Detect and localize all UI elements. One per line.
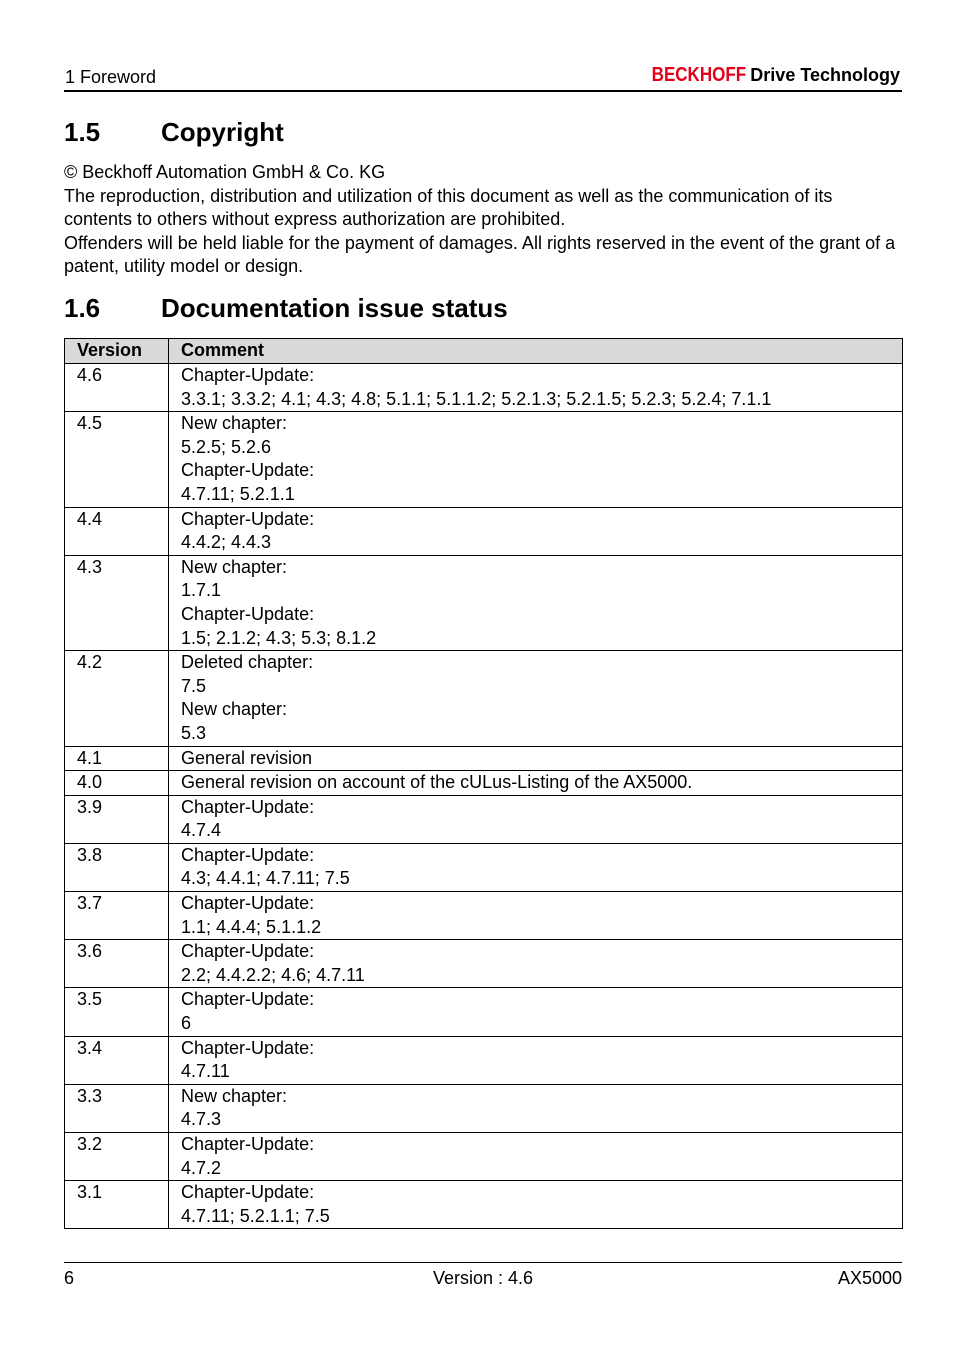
page-header <box>64 64 902 92</box>
comment-cell <box>169 892 903 940</box>
table-row <box>65 1181 903 1229</box>
comment-line: 3.3.1; 3.3.2; 4.1; 4.3; 4.8; 5.1.1; 5.1.1.2; 5.2.1.3; 5.2.1.5; 5.2.3; 5.2.4; 7.1.1 <box>181 388 772 409</box>
table-row <box>65 795 903 843</box>
version-cell: 4.0 <box>65 771 169 796</box>
comment-cell <box>169 940 903 988</box>
comment-line: General revision on account of the cULus-Listing of the AX5000. <box>181 772 693 793</box>
issue-status-table <box>64 338 903 1229</box>
version-cell: 3.7 <box>65 892 169 940</box>
version-cell: 3.4 <box>65 1036 169 1084</box>
comment-cell <box>169 1036 903 1084</box>
comment-cell <box>169 988 903 1036</box>
product-name: AX5000 <box>837 1268 902 1288</box>
version-cell: 4.2 <box>65 651 169 746</box>
comment-line: 4.7.11 <box>181 1061 230 1082</box>
comment-column-header: Comment <box>169 339 903 364</box>
page-number: 6 <box>64 1268 75 1288</box>
comment-line: Chapter-Update: <box>181 603 315 624</box>
comment-line: 4.4.2; 4.4.3 <box>181 532 272 553</box>
beckhoff-logo: BECKHOFF <box>651 64 747 86</box>
header-section-title: 1 Foreword <box>65 67 157 87</box>
comment-cell <box>169 651 903 746</box>
copyright-heading <box>64 117 284 148</box>
comment-line: 4.7.4 <box>181 820 222 841</box>
comment-line: Chapter-Update: <box>181 844 315 865</box>
comment-line: Chapter-Update: <box>181 365 315 385</box>
table-row <box>65 1133 903 1181</box>
comment-cell <box>169 1181 903 1229</box>
table-row <box>65 746 903 771</box>
table-row <box>65 843 903 891</box>
comment-cell <box>169 843 903 891</box>
copyright-text <box>64 161 904 279</box>
brand-tagline: Drive Technology <box>750 65 900 85</box>
table-row <box>65 555 903 650</box>
table-row <box>65 892 903 940</box>
table-row <box>65 412 903 507</box>
comment-line: New chapter: <box>181 556 288 577</box>
table-row <box>65 1036 903 1084</box>
table-row <box>65 507 903 555</box>
comment-cell <box>169 507 903 555</box>
version-cell: 3.2 <box>65 1133 169 1181</box>
version-column-header: Version <box>65 339 169 364</box>
page-footer <box>64 1262 902 1293</box>
table-row <box>65 988 903 1036</box>
comment-line: Chapter-Update: <box>181 508 315 529</box>
version-cell: 3.6 <box>65 940 169 988</box>
comment-line: Deleted chapter: <box>181 652 314 673</box>
table-row <box>65 651 903 746</box>
comment-cell <box>169 1133 903 1181</box>
comment-line: 5.2.5; 5.2.6 <box>181 436 272 457</box>
version-cell: 4.3 <box>65 555 169 650</box>
comment-line: General revision <box>181 747 313 768</box>
version-cell: 3.3 <box>65 1084 169 1132</box>
comment-line: 4.3; 4.4.1; 4.7.11; 7.5 <box>181 868 350 889</box>
comment-line: 5.3 <box>181 722 207 743</box>
comment-line: New chapter: <box>181 699 288 720</box>
comment-line: Chapter-Update: <box>181 1134 315 1154</box>
comment-line: New chapter: <box>181 1085 288 1106</box>
table-body <box>65 364 903 1229</box>
comment-line: 1.7.1 <box>181 580 222 601</box>
version-cell: 3.1 <box>65 1181 169 1229</box>
comment-cell <box>169 555 903 650</box>
comment-line: 4.7.2 <box>181 1157 222 1178</box>
copyright-heading-title: Copyright <box>161 117 284 147</box>
comment-line: 2.2; 4.4.2.2; 4.6; 4.7.11 <box>181 964 365 985</box>
comment-cell <box>169 1084 903 1132</box>
comment-line: Chapter-Update: <box>181 893 315 914</box>
comment-line: Chapter-Update: <box>181 1182 315 1203</box>
version-cell: 4.5 <box>65 412 169 507</box>
comment-line: Chapter-Update: <box>181 460 315 481</box>
comment-cell <box>169 771 903 796</box>
version-cell: 3.5 <box>65 988 169 1036</box>
status-heading-number: 1.6 <box>64 293 101 323</box>
copyright-owner: © Beckhoff Automation GmbH & Co. KG <box>64 162 386 182</box>
comment-line: 4.7.3 <box>181 1109 222 1130</box>
version-cell: 4.4 <box>65 507 169 555</box>
comment-line: 6 <box>181 1013 192 1034</box>
table-row <box>65 940 903 988</box>
copyright-offenders-notice: Offenders will be held liable for the payment of damages. All rights reserved in the event of the grant of a patent, utility model or design. <box>64 232 896 277</box>
table-header-row <box>65 339 903 364</box>
comment-line: Chapter-Update: <box>181 796 315 817</box>
comment-cell <box>169 746 903 771</box>
comment-line: Chapter-Update: <box>181 1037 315 1058</box>
status-heading <box>64 293 508 324</box>
comment-line: New chapter: <box>181 413 288 434</box>
version-cell: 3.8 <box>65 843 169 891</box>
version-cell: 3.9 <box>65 795 169 843</box>
comment-line: Chapter-Update: <box>181 989 315 1010</box>
comment-cell <box>169 795 903 843</box>
comment-cell <box>169 412 903 507</box>
table-row <box>65 364 903 412</box>
document-version: Version : 4.6 <box>432 1268 534 1288</box>
comment-cell <box>169 364 903 412</box>
copyright-reproduction-notice: The reproduction, distribution and utilization of this document as well as the communication of its contents to others without express authorization are prohibited. <box>64 185 833 230</box>
table-row <box>65 771 903 796</box>
copyright-heading-number: 1.5 <box>64 117 101 147</box>
comment-line: 4.7.11; 5.2.1.1 <box>181 483 295 504</box>
table-row <box>65 1084 903 1132</box>
version-cell: 4.1 <box>65 746 169 771</box>
brand <box>635 64 900 87</box>
comment-line: 4.7.11; 5.2.1.1; 7.5 <box>181 1205 330 1226</box>
version-cell: 4.6 <box>65 364 169 412</box>
comment-line: 1.5; 2.1.2; 4.3; 5.3; 8.1.2 <box>181 627 377 648</box>
comment-line: 1.1; 4.4.4; 5.1.1.2 <box>181 916 322 937</box>
status-heading-title: Documentation issue status <box>161 293 508 323</box>
comment-line: Chapter-Update: <box>181 941 315 962</box>
comment-line: 7.5 <box>181 675 207 696</box>
